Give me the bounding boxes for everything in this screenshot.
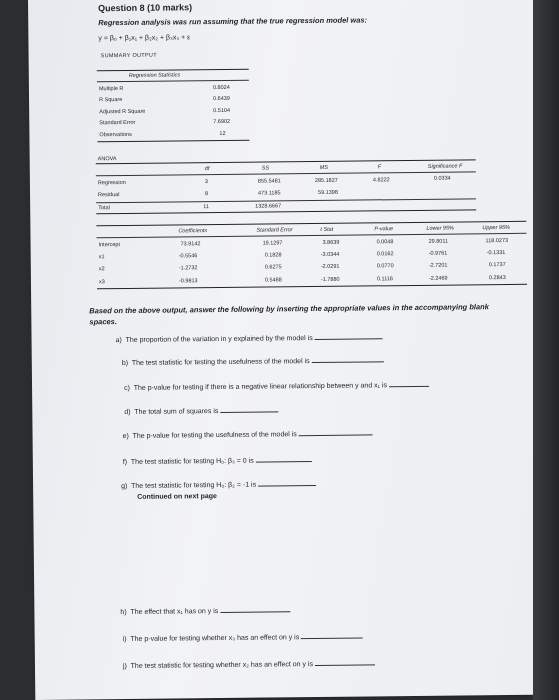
question-text: The test statistic for testing H₀: β₃ = 0 is [130,457,254,466]
anova-header: F [377,164,382,171]
answer-blank[interactable] [258,479,316,487]
reg-stat-value: 0.5104 [213,107,231,115]
coef-row-label: Intercept [98,242,121,249]
anova-cell: 0.0334 [433,175,451,182]
question-label: a) [115,337,122,345]
coef-cell: 0.5488 [264,277,282,284]
anova-cell: 3 [204,179,209,186]
coef-cell: 29.8011 [428,238,449,245]
exam-paper [28,0,547,700]
question-g [121,479,316,490]
coef-cell: 0.1828 [264,252,282,259]
question-a [116,332,383,344]
reg-stat-label: Adjusted R Square [99,108,146,116]
question-label: c) [124,384,130,393]
reg-stat-value: 0.8024 [212,84,230,92]
coef-cell: 0.2843 [488,275,506,282]
question-text: The effect that x₁ has on y is [130,608,219,616]
answer-blank[interactable] [315,332,383,340]
question-h [120,605,290,616]
answer-blank[interactable] [220,605,290,613]
question-label: g) [121,482,128,491]
continued-note: Continued on next page [137,493,217,501]
question-c [124,380,429,392]
coef-cell: 118.0273 [485,237,509,245]
question-i [123,632,364,644]
question-text: The total sum of squares is [134,408,219,416]
question-label: h) [120,609,127,617]
question-f [123,455,312,466]
question-text: The test statistic for testing the usefulness of the model is [131,358,310,367]
model-equation: y = β₀ + β₁x₁ + β₂x₂ + β₃x₃ + ε [98,34,191,43]
anova-cell: 4.8222 [372,177,390,184]
anova-cell: 59.1398 [318,189,338,196]
question-label: d) [124,408,131,417]
coef-cell: -1.2732 [178,265,198,272]
question-label: e) [122,432,129,441]
intro-text: Regression analysis was run assuming that the true regression model was: [98,15,368,28]
background-edge [533,0,559,700]
reg-stat-label: Multiple R [98,86,124,93]
coef-cell: 3.8639 [322,239,340,246]
answer-blank[interactable] [220,405,278,413]
question-title: Question 8 (10 marks) [98,2,193,14]
anova-header: MS [319,164,329,171]
anova-row-label: Total [98,205,110,212]
coef-header: Upper 95% [482,224,510,232]
coef-row-label: x3 [98,279,105,286]
question-text: The test statistic for testing whether x₂ has an effect on y is [130,661,314,670]
coef-cell: 0.0048 [376,239,394,246]
answer-blank[interactable] [389,380,429,387]
coef-header: Lower 95% [426,225,454,232]
anova-header: Significance F [427,163,463,170]
question-label: j) [122,663,127,671]
coef-cell: -0.9761 [428,250,448,257]
anova-header: SS [261,165,270,172]
reg-stat-label: R Square [99,97,123,104]
reg-stats-heading: Regression Statistics [128,72,181,79]
reg-stat-label: Observations [99,131,132,139]
coef-header: Standard Error [256,227,293,234]
coef-cell: -0.9813 [178,278,198,285]
coef-header: Coefficients [178,228,208,235]
question-d [124,405,278,416]
question-label: b) [121,359,129,368]
reg-stat-value: 0.6439 [213,95,230,103]
question-label: i) [122,636,127,644]
question-text: The p-value for testing if there is a negative linear relationship between y and x₁ is [133,382,388,392]
anova-cell: 1328.6667 [255,203,282,210]
coef-cell: -1.7880 [320,276,340,283]
reg-stat-label: Standard Error [99,119,136,127]
coef-cell: -3.0344 [320,251,340,258]
coef-cell: -0.5546 [178,253,198,260]
coef-cell: 19.1297 [262,240,283,247]
instructions: Based on the above output, answer the following by inserting the appropriate values in the accompanying blank spaces. [89,302,489,327]
reg-stat-value: 7.6902 [213,118,231,126]
coef-row-label: x1 [98,254,105,261]
question-text: The p-value for testing whether x₃ has an effect on y is [130,634,300,643]
answer-blank[interactable] [256,455,312,463]
question-b [122,355,384,367]
anova-cell: 8 [205,191,209,198]
anova-label: ANOVA [97,156,117,163]
coef-cell: 73.9142 [180,241,201,248]
question-text: The p-value for testing the usefulness of the model is [132,431,297,440]
coef-cell: -0.1331 [486,250,506,257]
coef-cell: -2.0291 [320,263,340,270]
answer-blank[interactable] [312,355,384,363]
question-j [123,658,375,670]
answer-blank[interactable] [315,658,375,666]
anova-cell: 11 [203,204,209,211]
anova-cell: 285.1827 [314,177,338,185]
coef-cell: -2.2469 [428,275,448,282]
anova-cell: 473.1185 [258,190,281,197]
anova-row-label: Regression [97,179,126,187]
coef-cell: 0.1737 [488,262,506,269]
coef-cell: 0.0770 [376,263,394,270]
question-text: The test statistic for testing H₀: β₂ = -1 is [131,481,257,490]
anova-header: df [204,166,210,173]
coef-header: P-value [374,226,394,233]
coef-row-label: x2 [98,266,105,273]
answer-blank[interactable] [299,428,373,436]
question-label: f) [122,458,128,467]
answer-blank[interactable] [301,632,363,640]
summary-label: SUMMARY OUTPUT [100,52,157,60]
coef-cell: -2.7201 [428,262,448,269]
coef-cell: 0.0162 [376,251,394,258]
coef-cell: 0.6275 [264,264,282,271]
question-text: The proportion of the variation in y explained by the model is [125,335,313,344]
reg-stat-value: 12 [219,130,226,138]
anova-cell: 855.5481 [257,178,281,185]
question-e [123,428,373,440]
coef-header: t Stat [320,226,334,233]
anova-row-label: Residual [98,192,120,199]
coef-cell: 0.1116 [376,276,393,283]
